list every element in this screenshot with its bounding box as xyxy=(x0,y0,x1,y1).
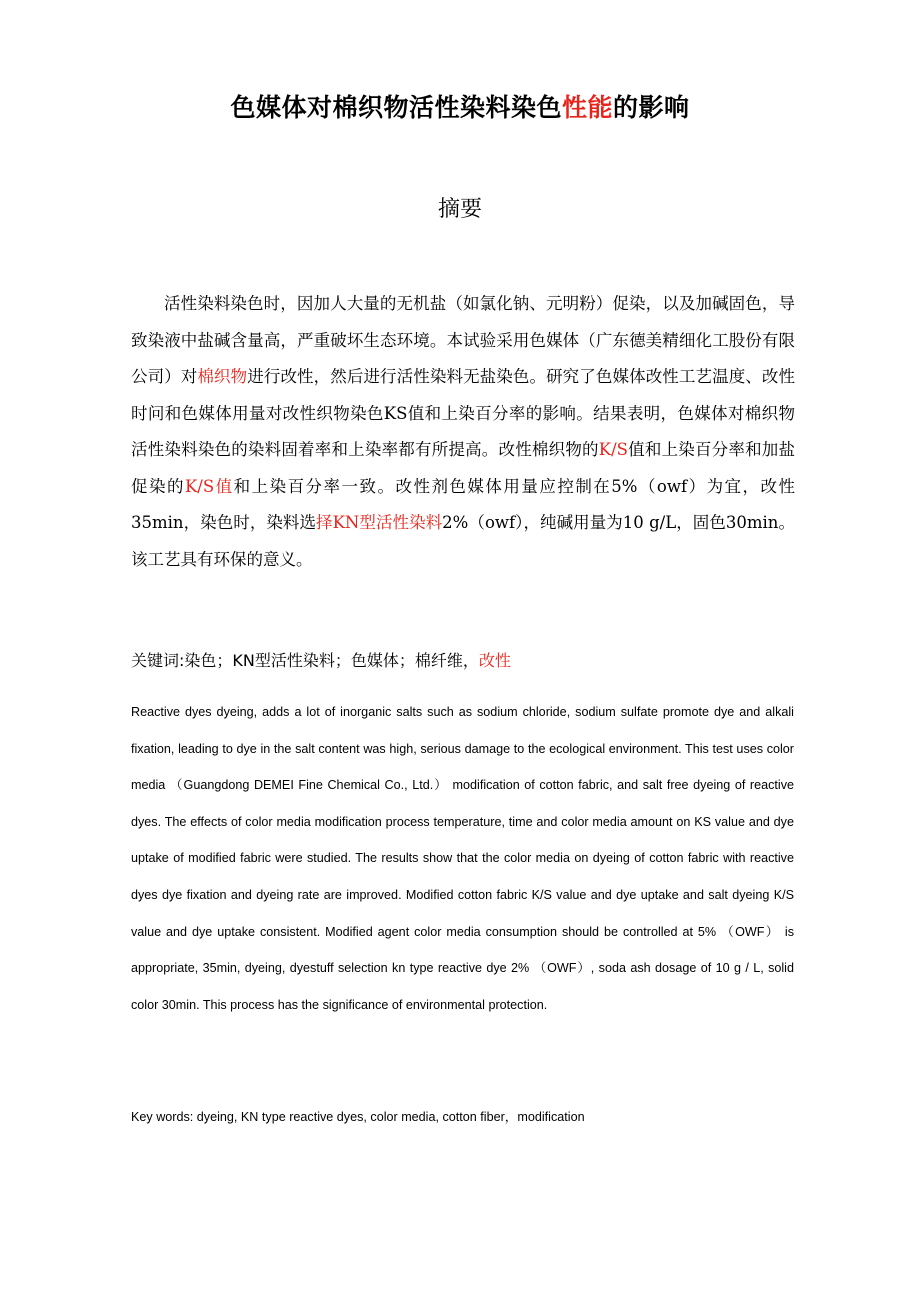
abstract-text: 和上染百分率一致。改性剂色媒体用量应控制在5%（owf）为宜，改性35min，染色时，染料选 xyxy=(131,476,795,532)
abstract-english: Reactive dyes dyeing, adds a lot of inorganic salts such as sodium chloride, sodium sulfate promote dye and alkali fixation, leading to dye in the salt content was high, serious damage to the ecological environment. This test uses color media （Guangdong DEMEI Fine Chemical Co., Ltd.） modification of cotton fabric, and salt free dyeing of reactive dyes. The effects of color media modification process temperature, time and color media amount on KS value and dye uptake of modified fabric were studied. The results show that the color media on dyeing of cotton fabric with reactive dyes dye fixation and dyeing rate are improved. Modified cotton fabric K/S value and dye uptake and salt dyeing K/S value and dye uptake consistent. Modified agent color media consumption should be controlled at 5% （OWF） is appropriate, 35min, dyeing, dyestuff selection kn type reactive dye 2% （OWF）, soda ash dosage of 10 g / L, solid color 30min. This process has the significance of environmental protection. xyxy=(131,705,794,1012)
abstract-text: 进行改性，然后进行活性染料无盐染色。研究了色媒体改性工艺温度、改性时问和色媒体用量对改性织物染色KS值和上染百分率的影响。结果表明，色媒体对棉织物活性染料染色的染料固着率和上染率都有所提高。改性棉织物的 xyxy=(131,367,796,459)
keywords-chinese xyxy=(131,648,795,674)
abstract-text: 值和上染百分率和加盐促染的 xyxy=(131,440,796,496)
abstract-text: 活性染料染色时，因加人大量的无机盐（如氯化钠、元明粉）促染，以及加碱固色，导致染液中盐碱含量高，严重破坏生态环境。本试验采用色媒体（广东德美精细化工股份有限公司）对 xyxy=(131,294,795,386)
keywords-text: :染色；KN型活性染料；色媒体；棉纤维， xyxy=(179,651,479,670)
abstract-chinese xyxy=(131,286,795,578)
title-text: 色媒体对棉织物活性染料染色 xyxy=(230,93,562,122)
abstract-highlight: 择KN型活性染料 xyxy=(316,513,443,532)
document-title xyxy=(0,88,920,124)
abstract-highlight: 棉织物 xyxy=(197,367,248,386)
abstract-highlight: K/S xyxy=(598,440,628,459)
title-text-end: 的影响 xyxy=(613,93,690,122)
title-highlight: 性能 xyxy=(561,93,613,122)
abstract-text: 2%（owf），纯碱用量为10 g/L，固色30min。该工艺具有环保的意义。 xyxy=(131,513,795,569)
keywords-label: 关键词 xyxy=(131,651,180,670)
abstract-heading: 摘要 xyxy=(437,197,482,222)
keywords-highlight: 改性 xyxy=(478,651,511,670)
abstract-highlight: K/S值 xyxy=(184,476,234,496)
keywords-english: Key words: dyeing, KN type reactive dyes, color media, cotton fiber，modification xyxy=(131,1110,585,1124)
